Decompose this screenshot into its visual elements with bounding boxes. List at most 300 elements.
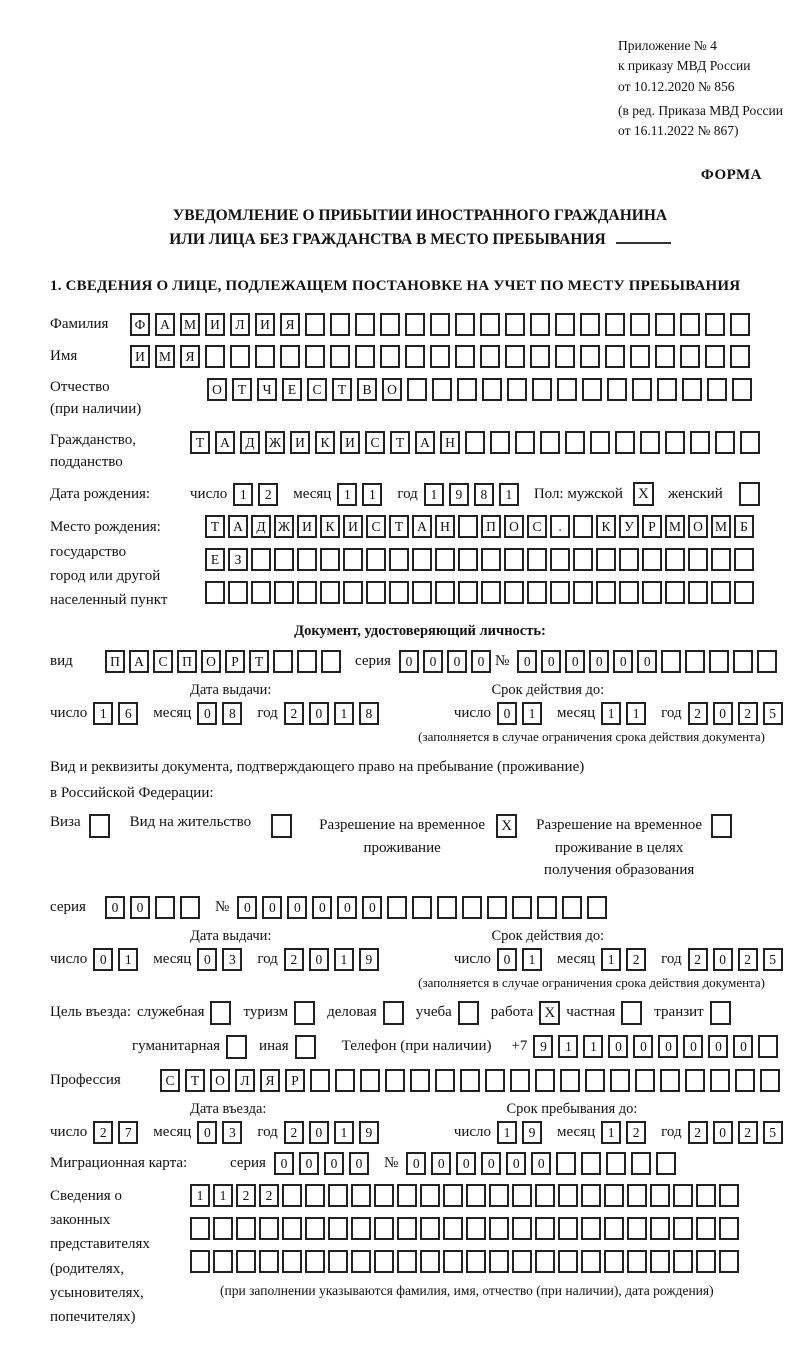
char-box[interactable] — [573, 548, 593, 571]
char-box[interactable] — [512, 1217, 532, 1240]
char-box[interactable] — [437, 896, 457, 919]
char-box[interactable] — [310, 1069, 330, 1092]
char-box[interactable]: 0 — [349, 1152, 369, 1175]
char-box[interactable] — [458, 581, 478, 604]
char-box[interactable] — [535, 1217, 555, 1240]
char-box[interactable]: 2 — [738, 948, 758, 971]
char-box[interactable]: 2 — [284, 1121, 304, 1144]
char-box[interactable] — [631, 1152, 651, 1175]
char-box[interactable] — [489, 1217, 509, 1240]
char-box[interactable]: 0 — [608, 1035, 628, 1058]
char-box[interactable]: 0 — [637, 650, 657, 673]
char-box[interactable]: К — [315, 431, 335, 454]
char-box[interactable]: 1 — [499, 483, 519, 506]
char-box[interactable]: Я — [280, 313, 300, 336]
char-box[interactable]: 0 — [309, 948, 329, 971]
char-box[interactable] — [719, 1217, 739, 1240]
char-box[interactable] — [320, 581, 340, 604]
char-box[interactable] — [760, 1069, 780, 1092]
char-box[interactable] — [455, 345, 475, 368]
char-box[interactable]: 1 — [601, 702, 621, 725]
char-box[interactable] — [627, 1250, 647, 1273]
char-box[interactable] — [673, 1184, 693, 1207]
char-box[interactable] — [321, 650, 341, 673]
char-box[interactable]: Я — [180, 345, 200, 368]
char-box[interactable] — [630, 313, 650, 336]
char-box[interactable]: Д — [251, 515, 271, 538]
char-box[interactable]: 0 — [337, 896, 357, 919]
char-box[interactable]: Ф — [130, 313, 150, 336]
char-box[interactable] — [259, 1217, 279, 1240]
char-box[interactable]: 7 — [118, 1121, 138, 1144]
char-box[interactable] — [180, 896, 200, 919]
char-box[interactable]: 0 — [197, 1121, 217, 1144]
char-box[interactable] — [711, 581, 731, 604]
char-box[interactable]: 0 — [299, 1152, 319, 1175]
char-box[interactable]: 8 — [474, 483, 494, 506]
char-box[interactable] — [251, 581, 271, 604]
char-box[interactable]: М — [711, 515, 731, 538]
char-box[interactable] — [562, 896, 582, 919]
char-box[interactable]: 8 — [359, 702, 379, 725]
char-box[interactable] — [255, 345, 275, 368]
char-box[interactable]: 1 — [213, 1184, 233, 1207]
char-box[interactable]: 1 — [601, 1121, 621, 1144]
char-box[interactable]: В — [357, 378, 377, 401]
char-box[interactable] — [655, 345, 675, 368]
char-box[interactable] — [274, 548, 294, 571]
char-box[interactable] — [696, 1217, 716, 1240]
char-box[interactable] — [705, 345, 725, 368]
char-box[interactable] — [213, 1217, 233, 1240]
char-box[interactable]: И — [290, 431, 310, 454]
char-box[interactable]: А — [215, 431, 235, 454]
char-box[interactable] — [665, 581, 685, 604]
char-box[interactable] — [412, 581, 432, 604]
char-box[interactable] — [565, 431, 585, 454]
char-box[interactable]: 0 — [447, 650, 467, 673]
char-box[interactable]: Т — [390, 431, 410, 454]
char-box[interactable] — [305, 1217, 325, 1240]
char-box[interactable] — [690, 431, 710, 454]
sex-female-checkbox[interactable] — [739, 482, 760, 506]
char-box[interactable]: 0 — [237, 896, 257, 919]
char-box[interactable] — [581, 1217, 601, 1240]
purpose-humanitarian-checkbox[interactable] — [226, 1035, 247, 1059]
char-box[interactable] — [389, 581, 409, 604]
char-box[interactable] — [650, 1184, 670, 1207]
char-box[interactable]: Т — [185, 1069, 205, 1092]
char-box[interactable]: 1 — [334, 948, 354, 971]
char-box[interactable] — [190, 1250, 210, 1273]
char-box[interactable] — [558, 1217, 578, 1240]
char-box[interactable] — [604, 1184, 624, 1207]
char-box[interactable] — [457, 378, 477, 401]
char-box[interactable] — [305, 313, 325, 336]
char-box[interactable] — [360, 1069, 380, 1092]
char-box[interactable] — [412, 548, 432, 571]
char-box[interactable]: 2 — [626, 948, 646, 971]
purpose-work-checkbox[interactable]: X — [539, 1001, 560, 1025]
char-box[interactable] — [590, 431, 610, 454]
char-box[interactable] — [657, 378, 677, 401]
char-box[interactable]: 0 — [683, 1035, 703, 1058]
char-box[interactable] — [460, 1069, 480, 1092]
char-box[interactable]: П — [105, 650, 125, 673]
char-box[interactable]: 0 — [309, 702, 329, 725]
char-box[interactable] — [380, 313, 400, 336]
char-box[interactable]: М — [180, 313, 200, 336]
char-box[interactable]: 2 — [93, 1121, 113, 1144]
char-box[interactable]: 1 — [233, 483, 253, 506]
char-box[interactable] — [236, 1217, 256, 1240]
char-box[interactable] — [642, 581, 662, 604]
char-box[interactable] — [297, 548, 317, 571]
char-box[interactable]: Т — [389, 515, 409, 538]
char-box[interactable]: О — [504, 515, 524, 538]
char-box[interactable] — [734, 581, 754, 604]
char-box[interactable]: Е — [205, 548, 225, 571]
char-box[interactable] — [680, 345, 700, 368]
char-box[interactable] — [443, 1184, 463, 1207]
char-box[interactable] — [305, 345, 325, 368]
sex-male-checkbox[interactable]: X — [633, 482, 654, 506]
char-box[interactable] — [757, 650, 777, 673]
temp-residence-checkbox[interactable]: X — [496, 814, 517, 838]
char-box[interactable] — [627, 1184, 647, 1207]
char-box[interactable]: 2 — [259, 1184, 279, 1207]
char-box[interactable] — [282, 1184, 302, 1207]
char-box[interactable] — [535, 1250, 555, 1273]
char-box[interactable] — [466, 1184, 486, 1207]
char-box[interactable]: 2 — [236, 1184, 256, 1207]
char-box[interactable] — [685, 650, 705, 673]
char-box[interactable] — [660, 1069, 680, 1092]
char-box[interactable] — [405, 345, 425, 368]
char-box[interactable]: Е — [282, 378, 302, 401]
char-box[interactable] — [719, 1184, 739, 1207]
char-box[interactable] — [385, 1069, 405, 1092]
char-box[interactable]: 1 — [601, 948, 621, 971]
char-box[interactable]: 0 — [471, 650, 491, 673]
char-box[interactable] — [374, 1217, 394, 1240]
char-box[interactable] — [420, 1217, 440, 1240]
char-box[interactable] — [680, 313, 700, 336]
char-box[interactable]: 0 — [633, 1035, 653, 1058]
char-box[interactable] — [355, 345, 375, 368]
char-box[interactable] — [480, 313, 500, 336]
char-box[interactable]: Р — [225, 650, 245, 673]
char-box[interactable] — [432, 378, 452, 401]
char-box[interactable] — [711, 548, 731, 571]
char-box[interactable] — [580, 313, 600, 336]
char-box[interactable]: Б — [734, 515, 754, 538]
char-box[interactable]: 0 — [431, 1152, 451, 1175]
char-box[interactable]: 0 — [130, 896, 150, 919]
char-box[interactable]: 2 — [284, 948, 304, 971]
char-box[interactable] — [213, 1250, 233, 1273]
char-box[interactable]: 0 — [399, 650, 419, 673]
char-box[interactable] — [550, 581, 570, 604]
purpose-commercial-checkbox[interactable] — [383, 1001, 404, 1025]
char-box[interactable] — [487, 896, 507, 919]
char-box[interactable] — [435, 581, 455, 604]
char-box[interactable]: 0 — [105, 896, 125, 919]
char-box[interactable] — [734, 548, 754, 571]
char-box[interactable]: 9 — [449, 483, 469, 506]
char-box[interactable] — [707, 378, 727, 401]
char-box[interactable]: Т — [249, 650, 269, 673]
char-box[interactable] — [455, 313, 475, 336]
char-box[interactable]: 1 — [118, 948, 138, 971]
char-box[interactable]: 2 — [688, 702, 708, 725]
char-box[interactable] — [573, 515, 593, 538]
char-box[interactable] — [205, 581, 225, 604]
char-box[interactable] — [236, 1250, 256, 1273]
char-box[interactable] — [490, 431, 510, 454]
char-box[interactable] — [351, 1217, 371, 1240]
char-box[interactable] — [420, 1184, 440, 1207]
char-box[interactable]: З — [228, 548, 248, 571]
char-box[interactable] — [740, 431, 760, 454]
char-box[interactable] — [259, 1250, 279, 1273]
char-box[interactable] — [343, 548, 363, 571]
char-box[interactable] — [688, 581, 708, 604]
char-box[interactable]: 0 — [274, 1152, 294, 1175]
purpose-study-checkbox[interactable] — [458, 1001, 479, 1025]
char-box[interactable] — [682, 378, 702, 401]
char-box[interactable]: Л — [230, 313, 250, 336]
char-box[interactable]: 1 — [190, 1184, 210, 1207]
char-box[interactable] — [527, 581, 547, 604]
char-box[interactable] — [619, 548, 639, 571]
char-box[interactable]: О — [210, 1069, 230, 1092]
char-box[interactable] — [527, 548, 547, 571]
char-box[interactable]: 1 — [583, 1035, 603, 1058]
char-box[interactable]: 6 — [118, 702, 138, 725]
char-box[interactable] — [512, 896, 532, 919]
char-box[interactable] — [412, 896, 432, 919]
char-box[interactable] — [389, 548, 409, 571]
char-box[interactable]: Л — [235, 1069, 255, 1092]
char-box[interactable] — [730, 313, 750, 336]
char-box[interactable] — [305, 1184, 325, 1207]
char-box[interactable]: Я — [260, 1069, 280, 1092]
char-box[interactable] — [587, 896, 607, 919]
char-box[interactable]: Ж — [265, 431, 285, 454]
char-box[interactable]: 2 — [688, 948, 708, 971]
char-box[interactable] — [685, 1069, 705, 1092]
char-box[interactable] — [581, 1152, 601, 1175]
char-box[interactable]: Ж — [274, 515, 294, 538]
char-box[interactable] — [489, 1184, 509, 1207]
char-box[interactable]: 5 — [763, 948, 783, 971]
char-box[interactable] — [582, 378, 602, 401]
char-box[interactable] — [696, 1184, 716, 1207]
char-box[interactable] — [535, 1184, 555, 1207]
char-box[interactable]: 1 — [424, 483, 444, 506]
char-box[interactable]: О — [688, 515, 708, 538]
char-box[interactable] — [558, 1184, 578, 1207]
char-box[interactable]: 0 — [423, 650, 443, 673]
char-box[interactable] — [640, 431, 660, 454]
char-box[interactable] — [458, 515, 478, 538]
char-box[interactable] — [205, 345, 225, 368]
char-box[interactable]: 0 — [309, 1121, 329, 1144]
char-box[interactable]: 1 — [93, 702, 113, 725]
char-box[interactable] — [556, 1152, 576, 1175]
char-box[interactable] — [489, 1250, 509, 1273]
char-box[interactable] — [480, 345, 500, 368]
char-box[interactable]: 0 — [262, 896, 282, 919]
char-box[interactable]: Д — [240, 431, 260, 454]
char-box[interactable] — [581, 1250, 601, 1273]
char-box[interactable] — [615, 431, 635, 454]
char-box[interactable] — [665, 548, 685, 571]
char-box[interactable] — [688, 548, 708, 571]
char-box[interactable]: 9 — [522, 1121, 542, 1144]
char-box[interactable]: Т — [232, 378, 252, 401]
char-box[interactable] — [485, 1069, 505, 1092]
char-box[interactable] — [635, 1069, 655, 1092]
char-box[interactable] — [228, 581, 248, 604]
char-box[interactable]: 1 — [626, 702, 646, 725]
char-box[interactable] — [650, 1217, 670, 1240]
char-box[interactable] — [351, 1184, 371, 1207]
char-box[interactable] — [328, 1184, 348, 1207]
char-box[interactable]: 8 — [222, 702, 242, 725]
char-box[interactable] — [297, 581, 317, 604]
char-box[interactable] — [661, 650, 681, 673]
char-box[interactable]: . — [550, 515, 570, 538]
char-box[interactable]: 3 — [222, 1121, 242, 1144]
char-box[interactable] — [573, 581, 593, 604]
char-box[interactable] — [537, 896, 557, 919]
char-box[interactable]: Н — [440, 431, 460, 454]
char-box[interactable] — [374, 1250, 394, 1273]
char-box[interactable]: 0 — [197, 702, 217, 725]
char-box[interactable]: О — [201, 650, 221, 673]
char-box[interactable] — [709, 650, 729, 673]
char-box[interactable] — [512, 1250, 532, 1273]
char-box[interactable] — [705, 313, 725, 336]
char-box[interactable]: 0 — [406, 1152, 426, 1175]
char-box[interactable]: С — [366, 515, 386, 538]
char-box[interactable] — [510, 1069, 530, 1092]
char-box[interactable]: 5 — [763, 1121, 783, 1144]
char-box[interactable] — [627, 1217, 647, 1240]
char-box[interactable] — [581, 1184, 601, 1207]
char-box[interactable]: М — [665, 515, 685, 538]
char-box[interactable] — [397, 1250, 417, 1273]
char-box[interactable] — [387, 896, 407, 919]
char-box[interactable]: 1 — [522, 702, 542, 725]
char-box[interactable] — [320, 548, 340, 571]
char-box[interactable]: С — [365, 431, 385, 454]
char-box[interactable]: Т — [205, 515, 225, 538]
char-box[interactable] — [656, 1152, 676, 1175]
char-box[interactable] — [557, 378, 577, 401]
char-box[interactable]: И — [205, 313, 225, 336]
char-box[interactable] — [443, 1217, 463, 1240]
char-box[interactable] — [530, 345, 550, 368]
char-box[interactable]: 1 — [334, 702, 354, 725]
char-box[interactable]: И — [343, 515, 363, 538]
char-box[interactable] — [330, 313, 350, 336]
char-box[interactable]: С — [527, 515, 547, 538]
char-box[interactable]: Т — [190, 431, 210, 454]
char-box[interactable]: 1 — [497, 1121, 517, 1144]
char-box[interactable] — [505, 345, 525, 368]
char-box[interactable] — [630, 345, 650, 368]
char-box[interactable] — [673, 1217, 693, 1240]
char-box[interactable]: 0 — [517, 650, 537, 673]
char-box[interactable] — [335, 1069, 355, 1092]
char-box[interactable]: И — [340, 431, 360, 454]
char-box[interactable]: Н — [435, 515, 455, 538]
char-box[interactable]: 0 — [713, 702, 733, 725]
char-box[interactable] — [420, 1250, 440, 1273]
char-box[interactable] — [505, 313, 525, 336]
char-box[interactable] — [435, 1069, 455, 1092]
char-box[interactable]: У — [619, 515, 639, 538]
char-box[interactable] — [355, 313, 375, 336]
char-box[interactable]: 0 — [197, 948, 217, 971]
visa-checkbox[interactable] — [89, 814, 110, 838]
char-box[interactable]: 0 — [589, 650, 609, 673]
char-box[interactable] — [632, 378, 652, 401]
char-box[interactable]: 2 — [738, 1121, 758, 1144]
char-box[interactable] — [735, 1069, 755, 1092]
char-box[interactable]: 9 — [359, 948, 379, 971]
char-box[interactable] — [585, 1069, 605, 1092]
char-box[interactable] — [733, 650, 753, 673]
char-box[interactable]: С — [153, 650, 173, 673]
char-box[interactable] — [610, 1069, 630, 1092]
char-box[interactable] — [328, 1217, 348, 1240]
char-box[interactable] — [282, 1217, 302, 1240]
char-box[interactable] — [655, 313, 675, 336]
char-box[interactable] — [558, 1250, 578, 1273]
char-box[interactable] — [560, 1069, 580, 1092]
char-box[interactable] — [462, 896, 482, 919]
temp-residence-edu-checkbox[interactable] — [711, 814, 732, 838]
char-box[interactable] — [330, 345, 350, 368]
char-box[interactable]: 1 — [334, 1121, 354, 1144]
char-box[interactable]: И — [130, 345, 150, 368]
char-box[interactable]: Ч — [257, 378, 277, 401]
char-box[interactable]: 0 — [658, 1035, 678, 1058]
char-box[interactable] — [619, 581, 639, 604]
char-box[interactable]: И — [297, 515, 317, 538]
char-box[interactable] — [297, 650, 317, 673]
char-box[interactable]: О — [382, 378, 402, 401]
char-box[interactable] — [430, 313, 450, 336]
char-box[interactable]: Т — [332, 378, 352, 401]
char-box[interactable]: 0 — [456, 1152, 476, 1175]
residence-permit-checkbox[interactable] — [271, 814, 292, 838]
char-box[interactable] — [642, 548, 662, 571]
char-box[interactable]: 9 — [533, 1035, 553, 1058]
char-box[interactable] — [515, 431, 535, 454]
char-box[interactable] — [282, 1250, 302, 1273]
char-box[interactable] — [606, 1152, 626, 1175]
char-box[interactable]: 0 — [481, 1152, 501, 1175]
char-box[interactable]: К — [320, 515, 340, 538]
char-box[interactable]: П — [177, 650, 197, 673]
char-box[interactable] — [328, 1250, 348, 1273]
char-box[interactable] — [397, 1184, 417, 1207]
